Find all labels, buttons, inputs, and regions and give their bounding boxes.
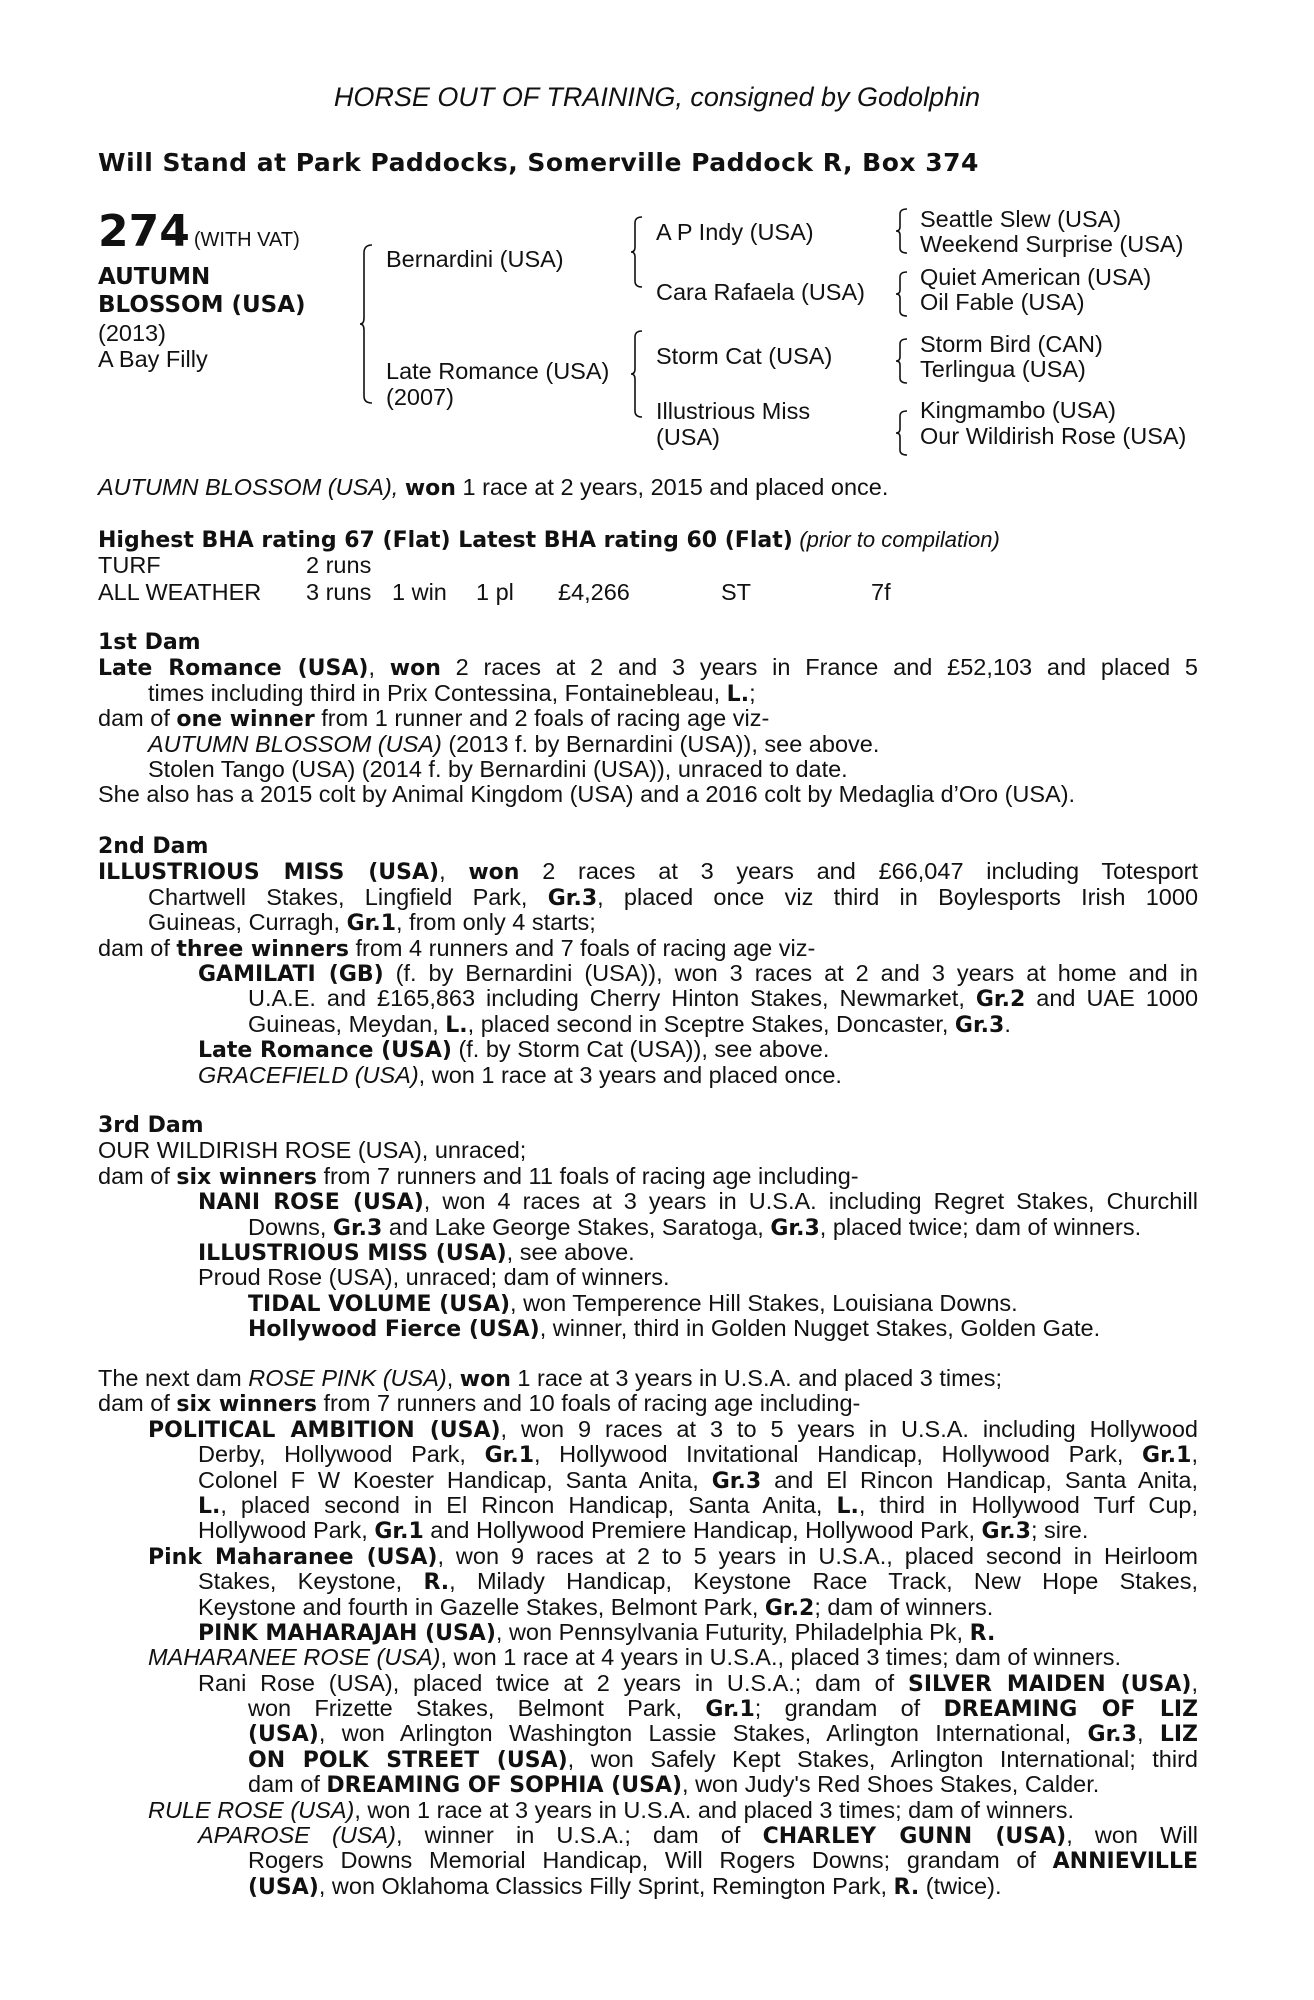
text-line: ILLUSTRIOUS MISS (USA), won 2 races at 3 years and £66,047 including Totesport bbox=[98, 858, 1199, 886]
stand-location: Will Stand at Park Paddocks, Somerville Paddock R, Box 374 bbox=[98, 148, 979, 177]
pedigree-sire-sire: A P Indy (USA) bbox=[656, 219, 814, 245]
text-line: GAMILATI (GB) (f. by Bernardini (USA)), won 3 races at 2 and 3 years at home and in bbox=[198, 959, 1198, 987]
horse-name-line1: AUTUMN bbox=[98, 264, 211, 290]
text-line: dam of DREAMING OF SOPHIA (USA), won Judy's Red Shoes Stakes, Calder. bbox=[248, 1771, 1100, 1799]
text-line: APAROSE (USA), winner in U.S.A.; dam of CHARLEY GUNN (USA), won Will bbox=[198, 1822, 1198, 1850]
pedigree-dam: Late Romance (USA) bbox=[386, 358, 610, 384]
text-line: POLITICAL AMBITION (USA), won 9 races at 3 to 5 years in U.S.A. including Hollywood bbox=[148, 1415, 1198, 1443]
pedigree-ssd: Weekend Surprise (USA) bbox=[920, 231, 1184, 257]
text-line: AUTUMN BLOSSOM (USA) (2013 f. by Bernardini (USA)), see above. bbox=[148, 730, 880, 757]
race-record-table bbox=[98, 552, 891, 606]
text-line: won Frizette Stakes, Belmont Park, Gr.1; grandam of DREAMING OF LIZ bbox=[248, 1695, 1199, 1723]
lot-number: 274 bbox=[98, 206, 190, 257]
text-line: Chartwell Stakes, Lingfield Park, Gr.3, placed once viz third in Boylesports Irish 1000 bbox=[148, 883, 1199, 911]
text-line: Guineas, Curragh, Gr.1, from only 4 starts; bbox=[148, 909, 596, 937]
text-line: Rogers Downs Memorial Handicap, Will Rogers Downs; grandam of ANNIEVILLE bbox=[248, 1847, 1198, 1875]
foaling-year: (2013) bbox=[98, 320, 166, 346]
text-line: dam of six winners from 7 runners and 11 foals of racing age including- bbox=[98, 1162, 859, 1190]
text-line: dam of one winner from 1 runner and 2 foals of racing age viz- bbox=[98, 705, 770, 733]
pedigree-dam-dam-line2: (USA) bbox=[656, 424, 720, 450]
section-heading: 1st Dam bbox=[98, 630, 201, 655]
text-line: Derby, Hollywood Park, Gr.1, Hollywood Invitational Handicap, Hollywood Park, Gr.1, bbox=[198, 1441, 1198, 1469]
text-line: Late Romance (USA) (f. by Storm Cat (USA)), see above. bbox=[198, 1036, 830, 1064]
text-line: L., placed second in El Rincon Handicap, Santa Anita, L., third in Hollywood Turf Cup, bbox=[198, 1491, 1199, 1519]
pedigree-bracket-gen1 bbox=[362, 244, 374, 404]
text-line: MAHARANEE ROSE (USA), won 1 race at 4 years in U.S.A., placed 3 times; dam of winners. bbox=[148, 1644, 1122, 1671]
text-line: GRACEFIELD (USA), won 1 race at 3 years and placed once. bbox=[198, 1061, 842, 1088]
section-heading: 3rd Dam bbox=[98, 1113, 204, 1138]
table-row: ALL WEATHER 3 runs 1 win 1 pl £4,266 ST 7f bbox=[98, 579, 891, 605]
pedigree-bracket-dd bbox=[897, 410, 909, 456]
text-line: ILLUSTRIOUS MISS (USA), see above. bbox=[198, 1238, 635, 1266]
text-line: Pink Maharanee (USA), won 9 races at 2 to 5 years in U.S.A., placed second in Heirloom bbox=[148, 1542, 1198, 1570]
text-line: TIDAL VOLUME (USA), won Temperence Hill Stakes, Louisiana Downs. bbox=[248, 1289, 1018, 1317]
text-line: ON POLK STREET (USA), won Safely Kept Stakes, Arlington International; third bbox=[248, 1745, 1198, 1773]
race-summary: AUTUMN BLOSSOM (USA), won 1 race at 2 years, 2015 and placed once. bbox=[98, 474, 889, 501]
pedigree-dam-dam-line1: Illustrious Miss bbox=[656, 398, 811, 424]
horse-name-line2: BLOSSOM (USA) bbox=[98, 292, 306, 318]
bha-rating: Highest BHA rating 67 (Flat) Latest BHA rating 60 (Flat) (prior to compilation) bbox=[98, 527, 1000, 553]
pedigree-sds: Quiet American (USA) bbox=[920, 264, 1152, 290]
third-dam-section bbox=[98, 1113, 1198, 1342]
pedigree-bracket-ss bbox=[897, 208, 909, 254]
horse-name bbox=[98, 263, 306, 319]
text-line: Hollywood Park, Gr.1 and Hollywood Premiere Handicap, Hollywood Park, Gr.3; sire. bbox=[198, 1517, 1089, 1545]
text-line: Downs, Gr.3 and Lake George Stakes, Saratoga, Gr.3, placed twice; dam of winners. bbox=[248, 1213, 1142, 1241]
text-line: Colonel F W Koester Handicap, Santa Anita, Gr.3 and El Rincon Handicap, Santa Anita, bbox=[198, 1466, 1199, 1494]
text-line: NANI ROSE (USA), won 4 races at 3 years in U.S.A. including Regret Stakes, Churchill bbox=[198, 1188, 1198, 1216]
text-line: Late Romance (USA), won 2 races at 2 and 3 years in France and £52,103 and placed 5 bbox=[98, 654, 1199, 682]
page-title: HORSE OUT OF TRAINING, consigned by Godolphin bbox=[333, 82, 981, 112]
text-line: times including third in Prix Contessina, Fontainebleau, L.; bbox=[148, 679, 756, 707]
pedigree-dsd: Terlingua (USA) bbox=[920, 356, 1086, 382]
pedigree-ddd: Our Wildirish Rose (USA) bbox=[920, 423, 1187, 449]
vat-note: (WITH VAT) bbox=[193, 229, 300, 251]
pedigree-bracket-sire bbox=[632, 216, 644, 288]
first-dam-section bbox=[98, 630, 1198, 808]
next-dam-section bbox=[98, 1366, 1198, 1899]
pedigree-dam-sire: Storm Cat (USA) bbox=[656, 343, 833, 369]
text-line: Stakes, Keystone, R., Milady Handicap, Keystone Race Track, New Hope Stakes, bbox=[198, 1568, 1199, 1596]
horse-description: A Bay Filly bbox=[98, 346, 208, 372]
pedigree-sdd: Oil Fable (USA) bbox=[920, 289, 1085, 315]
pedigree-bracket-dam bbox=[632, 330, 644, 418]
pedigree-dam-year: (2007) bbox=[386, 384, 454, 410]
text-line: (USA), won Oklahoma Classics Filly Sprint, Remington Park, R. (twice). bbox=[248, 1872, 1002, 1900]
pedigree-dds: Kingmambo (USA) bbox=[920, 397, 1116, 423]
lot-number-block bbox=[98, 206, 300, 257]
pedigree-bracket-ds bbox=[897, 338, 909, 384]
text-line: (USA), won Arlington Washington Lassie Stakes, Arlington International, Gr.3, LIZ bbox=[248, 1720, 1198, 1748]
text-line: RULE ROSE (USA), won 1 race at 3 years in U.S.A. and placed 3 times; dam of winners. bbox=[148, 1796, 1075, 1823]
text-line: Guineas, Meydan, L., placed second in Sceptre Stakes, Doncaster, Gr.3. bbox=[248, 1010, 1011, 1038]
pedigree-sss: Seattle Slew (USA) bbox=[920, 206, 1122, 232]
pedigree-dss: Storm Bird (CAN) bbox=[920, 331, 1103, 357]
second-dam-section bbox=[98, 834, 1198, 1088]
text-line: Rani Rose (USA), placed twice at 2 years in U.S.A.; dam of SILVER MAIDEN (USA), bbox=[198, 1669, 1198, 1697]
text-line: OUR WILDIRISH ROSE (USA), unraced; bbox=[98, 1137, 527, 1164]
text-line: The next dam ROSE PINK (USA), won 1 race at 3 years in U.S.A. and placed 3 times; bbox=[98, 1365, 1003, 1392]
pedigree-sire-dam: Cara Rafaela (USA) bbox=[656, 279, 865, 305]
text-line: Stolen Tango (USA) (2014 f. by Bernardini (USA)), unraced to date. bbox=[148, 755, 848, 782]
text-line: Proud Rose (USA), unraced; dam of winners. bbox=[198, 1264, 670, 1291]
pedigree-bracket-sd bbox=[897, 271, 909, 317]
section-heading: 2nd Dam bbox=[98, 834, 209, 859]
table-row: TURF 2 runs bbox=[98, 552, 372, 578]
text-line: dam of six winners from 7 runners and 10 foals of racing age including- bbox=[98, 1390, 861, 1418]
text-line: PINK MAHARAJAH (USA), won Pennsylvania Futurity, Philadelphia Pk, R. bbox=[198, 1618, 996, 1646]
text-line: She also has a 2015 colt by Animal Kingdom (USA) and a 2016 colt by Medaglia d’Oro (USA). bbox=[98, 781, 1076, 808]
pedigree-sire: Bernardini (USA) bbox=[386, 246, 564, 272]
text-line: dam of three winners from 4 runners and 7 foals of racing age viz- bbox=[98, 934, 816, 962]
text-line: U.A.E. and £165,863 including Cherry Hinton Stakes, Newmarket, Gr.2 and UAE 1000 bbox=[248, 985, 1199, 1013]
text-line: Hollywood Fierce (USA), winner, third in Golden Nugget Stakes, Golden Gate. bbox=[248, 1315, 1101, 1343]
text-line: Keystone and fourth in Gazelle Stakes, Belmont Park, Gr.2; dam of winners. bbox=[198, 1593, 994, 1621]
